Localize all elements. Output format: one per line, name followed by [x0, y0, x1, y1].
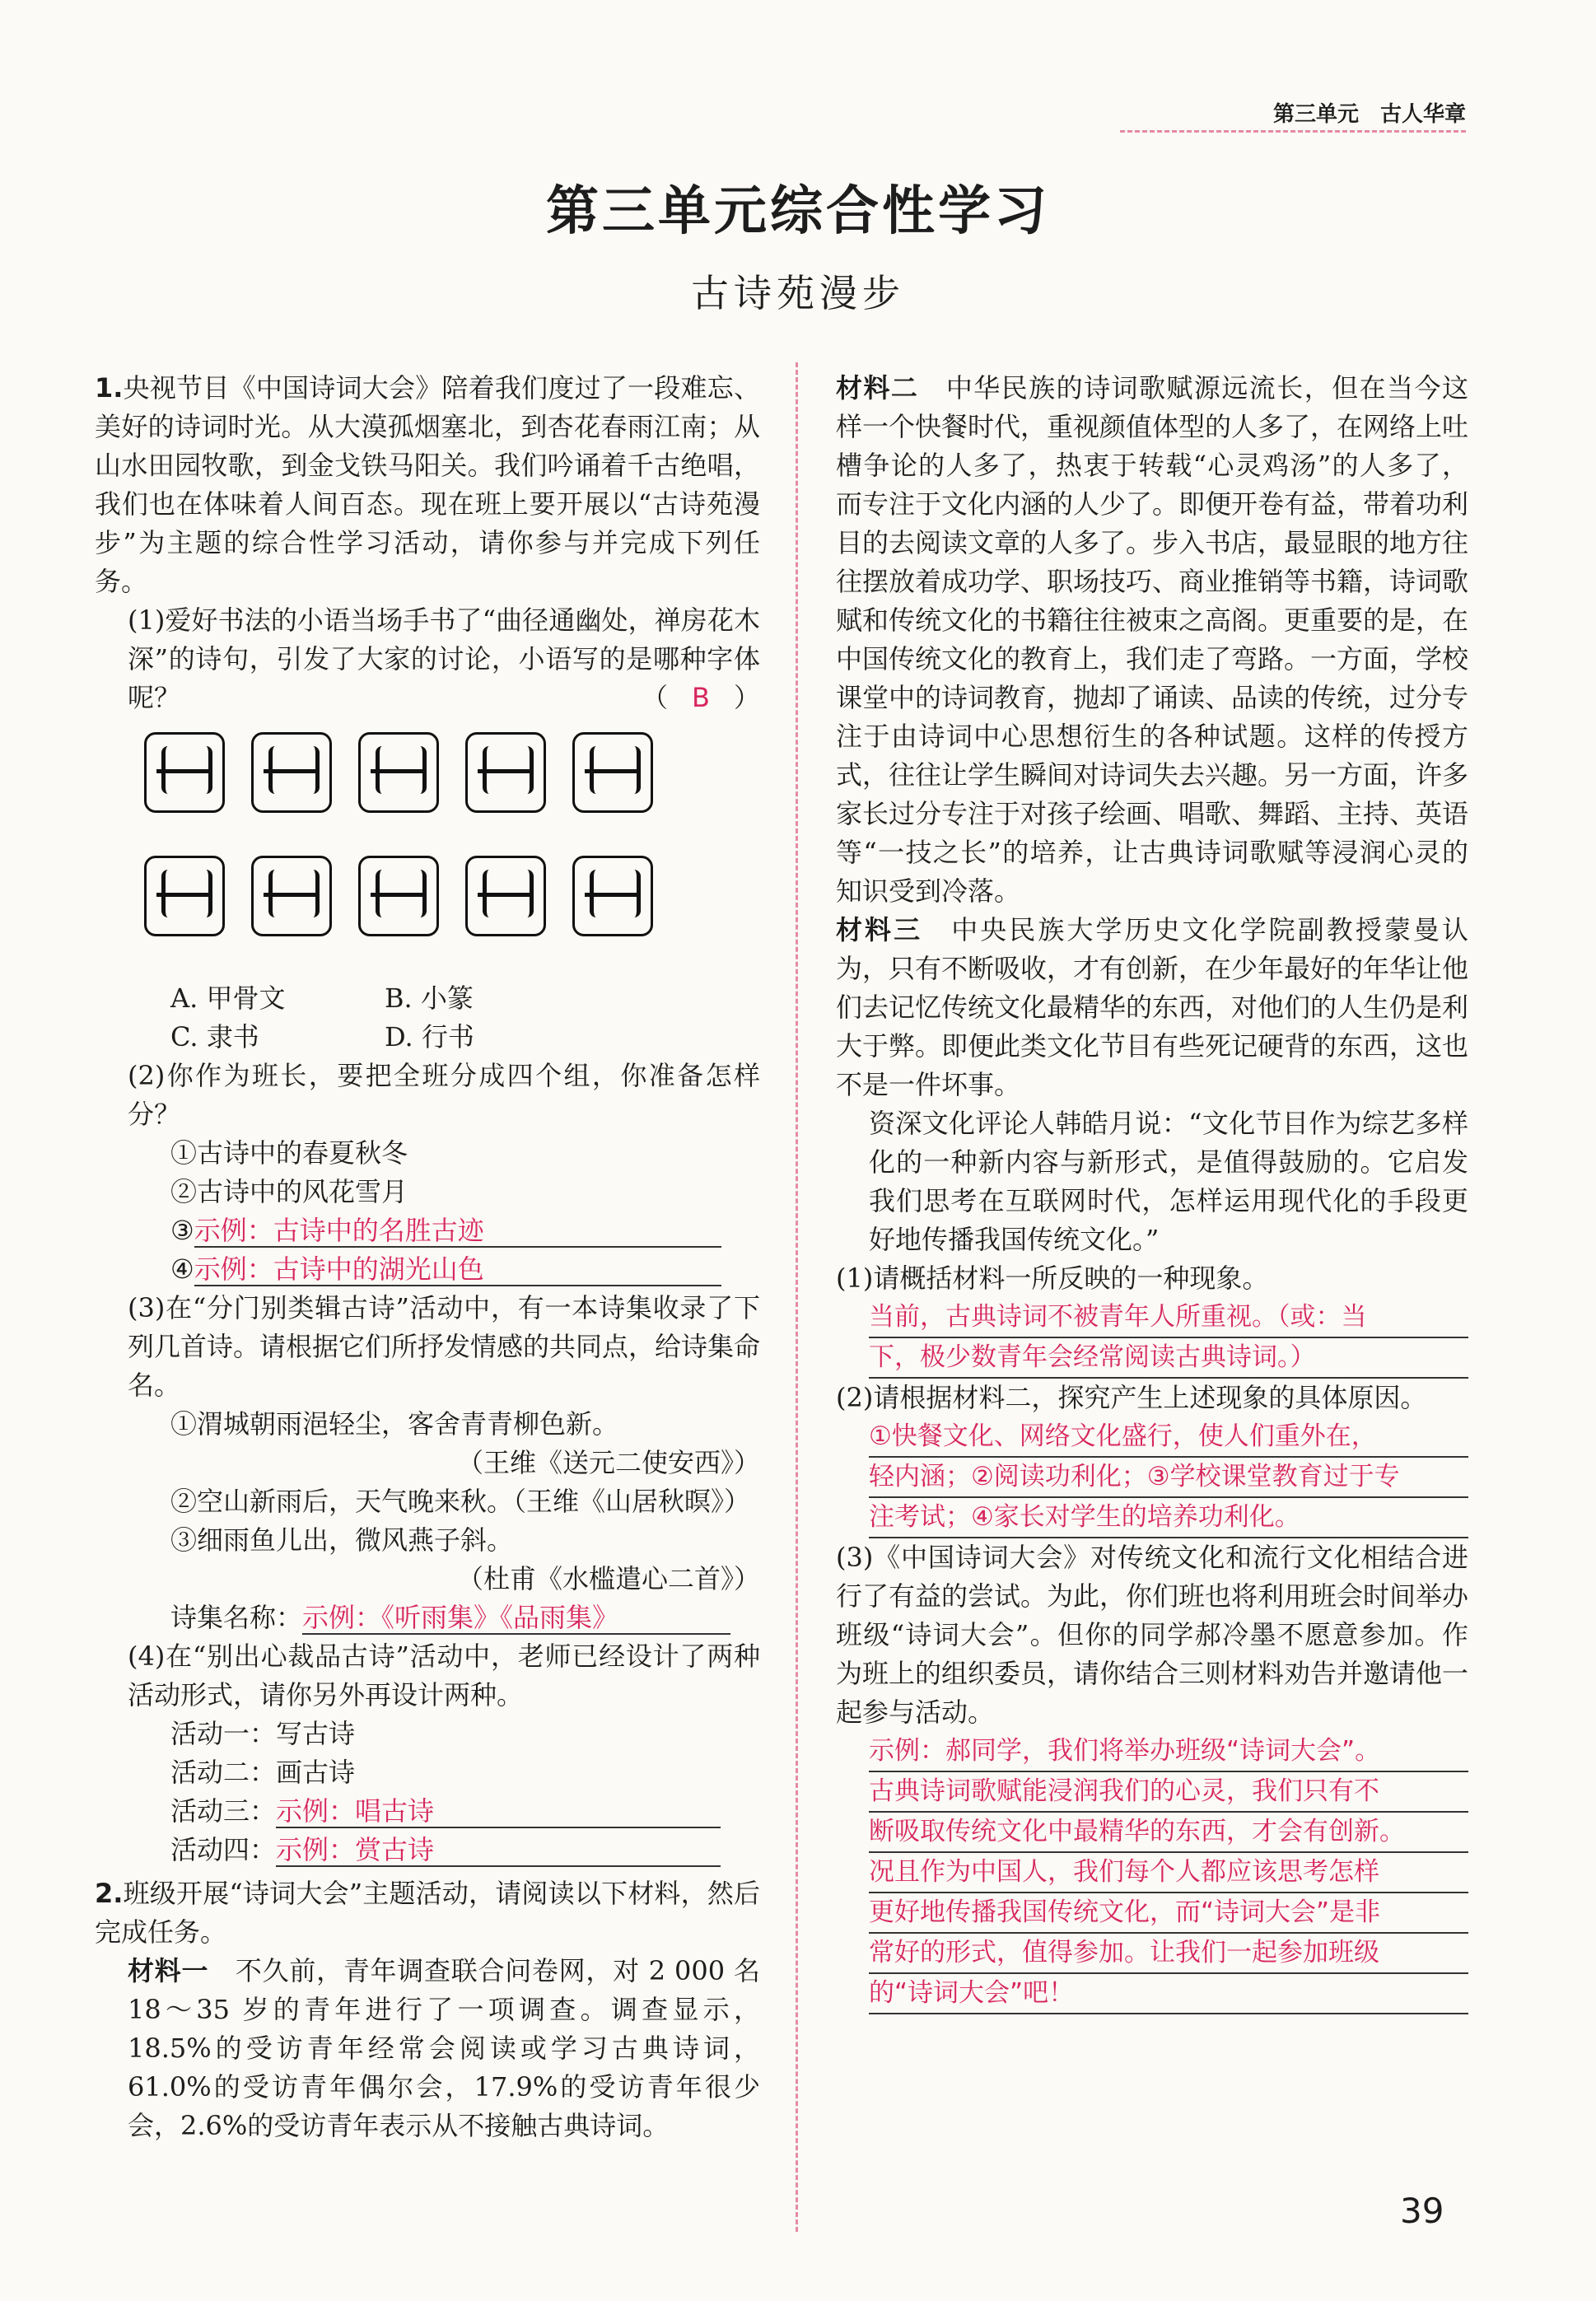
glyph-1	[144, 732, 225, 813]
seal-script-calligraphy-image	[128, 724, 655, 971]
material-2-text: 中华民族的诗词歌赋源远流长，但在当今这样一个快餐时代，重视颜值体型的人多了，在网络上吐槽争论的人多了，热衷于转载“心灵鸡汤”的人多了，而专注于文化内涵的人少了。即便开卷有益，带着功利目的去阅读文章的人多了。步入书店，最显眼的地方往往摆放着成功学、职场技巧、商业推销等书籍，诗词歌赋和传统文化的书籍往往被束之高阁。更重要的是，在中国传统文化的教育上，我们走了弯路。一方面，学校课堂中的诗词教育，抛却了诵读、品读的传统，过分专注于由诗词中心思想衍生的各种试题。这样的传授方式，往往让学生瞬间对诗词失去兴趣。另一方面，许多家长过分专注于对孩子绘画、唱歌、舞蹈、主持、英语等“一技之长”的培养，让古典诗词歌赋等浸润心灵的知识受到冷落。	[836, 372, 1469, 907]
task3-answer-line: 况且作为中国人，我们每个人都应该思考怎样	[869, 1853, 1468, 1893]
task2-answer-line: 注考试；④家长对学生的培养功利化。	[869, 1498, 1468, 1538]
task1-answer-line: 当前，古典诗词不被青年人所重视。（或：当	[869, 1298, 1468, 1338]
poem-2: ②空山新雨后，天气晚来秋。（王维《山居秋暝》）	[170, 1486, 751, 1517]
q2-task1: (1)请概括材料一所反映的一种现象。	[836, 1263, 1269, 1294]
material-2-label: 材料二	[836, 372, 919, 404]
glyph-3	[358, 732, 439, 813]
material-3-text: 中央民族大学历史文化学院副教授蒙曼认为，只有不断吸收，才有创新，在少年最好的年华让他们去记忆传统文化最精华的东西，对他们的人生仍是利大于弊。即便此类文化节目有些死记硬背的东西，这也不是一件坏事。	[836, 914, 1469, 1100]
activity-2: 活动二：画古诗	[170, 1757, 356, 1788]
q2-number: 2.	[95, 1878, 124, 1909]
task3-answer-line: 的“诗词大会”吧！	[869, 1974, 1468, 2014]
paren-open: （	[641, 682, 668, 713]
q1-part2-item1: ①古诗中的春夏秋冬	[170, 1137, 408, 1169]
material-3-label: 材料三	[836, 914, 923, 945]
item4-label: ④	[170, 1253, 194, 1285]
activity-4	[95, 1831, 760, 1869]
task3-answer-line: 古典诗词歌赋能浸润我们的心灵，我们只有不	[869, 1772, 1468, 1813]
q1-part3: (3)在“分门别类辑古诗”活动中，有一本诗集收录了下列几首诗。请根据它们所抒发情感的共同点，给诗集命名。	[128, 1292, 761, 1401]
q1-part1-answer-slot	[642, 679, 760, 717]
q2-intro	[95, 1874, 760, 1952]
glyph-5	[572, 732, 653, 813]
collection-label: 诗集名称：	[170, 1602, 303, 1633]
q1-part2-item4	[95, 1250, 760, 1289]
task2-answer-line: ①快餐文化、网络文化盛行，使人们重外在，	[869, 1417, 1468, 1458]
q1-part1-answer: B	[692, 682, 710, 713]
material-3b: 资深文化评论人韩皓月说：“文化节目作为综艺多样化的一种新内容与新形式，是值得鼓励的。它启发我们思考在互联网时代，怎样运用现代化的手段更好地传播我国传统文化。”	[869, 1108, 1468, 1255]
activity-4-answer: 示例：赏古诗	[276, 1834, 721, 1867]
q1-part1	[95, 601, 760, 717]
glyph-9	[465, 856, 546, 936]
glyph-10	[572, 856, 653, 936]
q1-part2-item2: ②古诗中的风花雪月	[170, 1176, 408, 1207]
task3-answer-line: 常好的形式，值得参加。让我们一起参加班级	[869, 1934, 1468, 1974]
activity-3	[95, 1792, 760, 1831]
task3-answer-line: 示例：郝同学，我们将举办班级“诗词大会”。	[869, 1732, 1468, 1772]
option-a: A. 甲骨文	[170, 982, 286, 1014]
material-1-text: 不久前，青年调查联合问卷网，对 2 000 名 18～35 岁的青年进行了一项调查。调查显示，18.5%的受访青年经常会阅读或学习古典诗词，61.0%的受访青年偶尔会，17.9%的受访青年很少会，2.6%的受访青年表示从不接触古典诗词。	[128, 1955, 760, 2141]
item4-answer: 示例：古诗中的湖光山色	[194, 1253, 721, 1286]
activity-1: 活动一：写古诗	[170, 1718, 356, 1749]
activity-3-answer: 示例：唱古诗	[276, 1795, 721, 1828]
item3-label: ③	[170, 1215, 194, 1246]
q2-task3-answer	[836, 1732, 1468, 2014]
left-column	[95, 369, 760, 2145]
glyph-7	[251, 856, 332, 936]
glyph-2	[251, 732, 332, 813]
material-1-label: 材料一	[128, 1955, 209, 1986]
column-divider	[796, 362, 798, 2232]
option-b: B. 小篆	[385, 982, 474, 1014]
q2-task2: (2)请根据材料二，探究产生上述现象的具体原因。	[836, 1382, 1427, 1413]
q1-intro	[95, 369, 760, 601]
option-c: C. 隶书	[170, 1021, 259, 1052]
glyph-4	[465, 732, 546, 813]
right-column	[836, 369, 1468, 2014]
q2-task3: (3)《中国诗词大会》对传统文化和流行文化相结合进行了有益的尝试。为此，你们班也将利用班会时间举办班级“诗词大会”。但你的同学郝冷墨不愿意参加。作为班上的组织委员，请你结合三则材料劝告并邀请他一起参与活动。	[836, 1542, 1469, 1728]
q1-part4: (4)在“别出心裁品古诗”活动中，老师已经设计了两种活动形式，请你另外再设计两种。	[128, 1641, 760, 1711]
header-rule	[1120, 130, 1466, 133]
poem-3: ③细雨鱼儿出，微风燕子斜。	[170, 1524, 514, 1556]
q1-options-row2	[95, 1018, 760, 1057]
page-number: 39	[1400, 2191, 1444, 2231]
task1-answer-line: 下，极少数青年会经常阅读古典诗词。）	[869, 1338, 1468, 1379]
poem-1-source: （王维《送元二使安西》）	[456, 1447, 760, 1478]
page-title: 第三单元综合性学习	[546, 181, 1050, 242]
q1-part1-text: (1)爱好书法的小语当场手书了“曲径通幽处，禅房花木深”的诗句，引发了大家的讨论，小语写的是哪种字体呢？	[128, 604, 760, 713]
option-d: D. 行书	[385, 1021, 474, 1052]
activity-4-label: 活动四：	[170, 1834, 277, 1865]
running-header: 第三单元 古人华章	[1272, 102, 1466, 127]
q1-intro-text: 央视节目《中国诗词大会》陪着我们度过了一段难忘、美好的诗词时光。从大漠孤烟塞北，到杏花春雨江南；从山水田园牧歌，到金戈铁马阳关。我们吟诵着千古绝唱，我们也在体味着人间百态。现在班上要开展以“古诗苑漫步”为主题的综合性学习活动，请你参与并完成下列任务。	[95, 372, 760, 597]
material-1	[95, 1952, 760, 2145]
glyph-8	[358, 856, 439, 936]
glyph-6	[144, 856, 225, 936]
material-3	[836, 911, 1468, 1104]
q2-task1-answer	[836, 1298, 1468, 1379]
material-2	[836, 369, 1468, 911]
item3-answer: 示例：古诗中的名胜古迹	[194, 1215, 721, 1248]
q1-part2-item3	[95, 1211, 760, 1250]
q1-options-row1	[95, 979, 760, 1018]
poem-1: ①渭城朝雨浥轻尘，客舍青青柳色新。	[170, 1408, 619, 1440]
q1-number: 1.	[95, 372, 124, 404]
collection-name-row	[95, 1599, 760, 1637]
task2-answer-line: 轻内涵；②阅读功利化；③学校课堂教育过于专	[869, 1458, 1468, 1498]
q1-part2: (2)你作为班长，要把全班分成四个组，你准备怎样分？	[128, 1060, 760, 1130]
collection-answer: 示例：《听雨集》《品雨集》	[302, 1602, 730, 1635]
q2-intro-text: 班级开展“诗词大会”主题活动，请阅读以下材料，然后完成任务。	[95, 1878, 760, 1948]
activity-3-label: 活动三：	[170, 1795, 277, 1827]
q2-task2-answer	[836, 1417, 1468, 1538]
paren-close: ）	[733, 682, 760, 713]
poem-3-source: （杜甫《水槛遣心二首》）	[456, 1563, 760, 1594]
task3-answer-line: 断吸取传统文化中最精华的东西，才会有创新。	[869, 1813, 1468, 1853]
page-subtitle: 古诗苑漫步	[691, 271, 905, 315]
task3-answer-line: 更好地传播我国传统文化，而“诗词大会”是非	[869, 1893, 1468, 1934]
